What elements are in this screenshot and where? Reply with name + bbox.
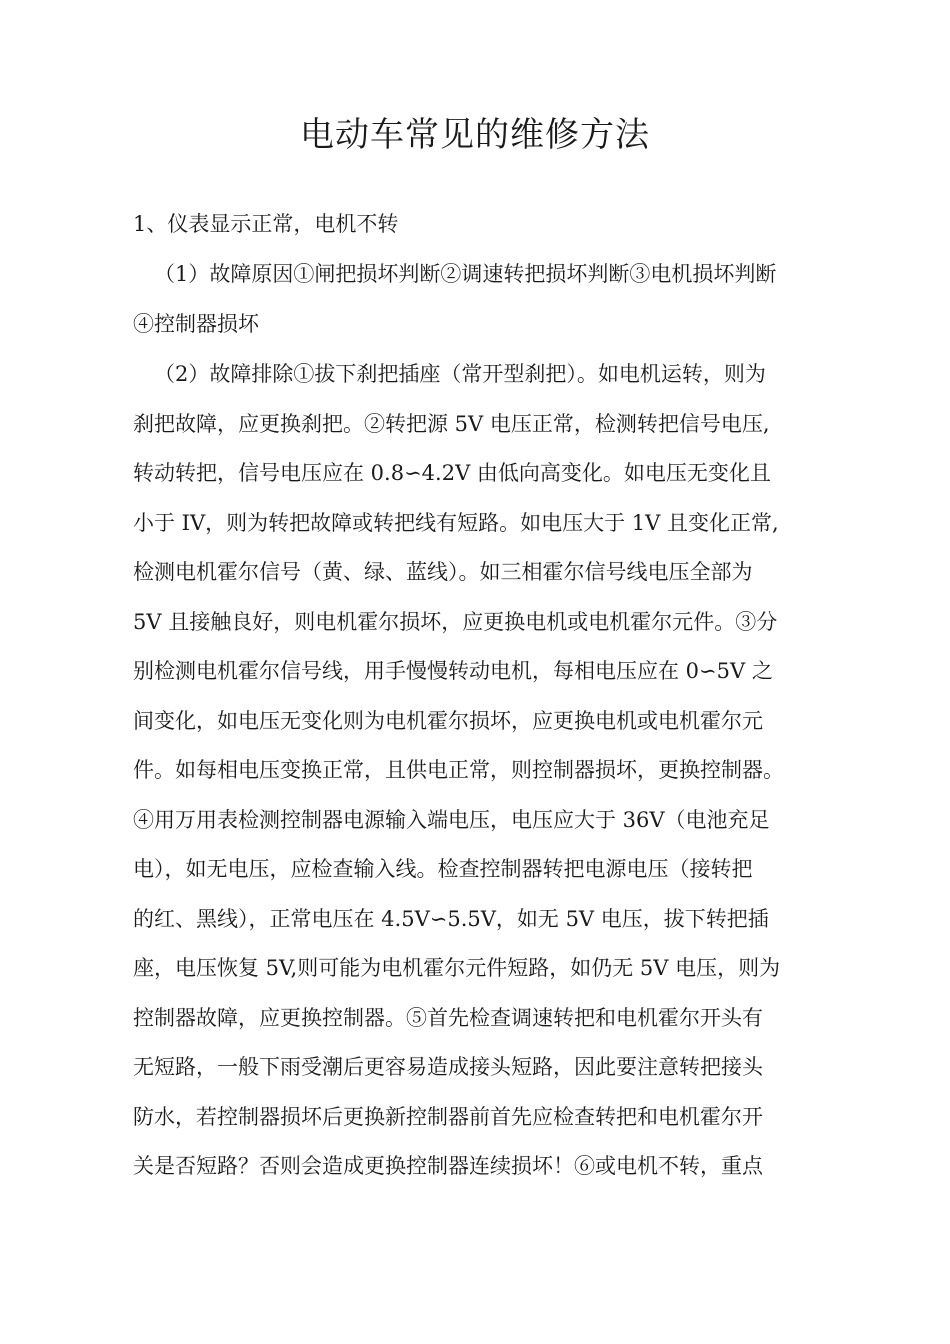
paragraph-line: （1）故障原因①闸把损坏判断②调速转把损坏判断③电机损坏判断: [154, 262, 777, 286]
paragraph-line: 小于 IV，则为转把故障或转把线有短路。如电压大于 1V 且变化正常,: [133, 510, 779, 535]
paragraph-line: 间变化，如电压无变化则为电机霍尔损坏，应更换电机或电机霍尔元: [133, 708, 763, 733]
paragraph-line: 别检测电机霍尔信号线，用手慢慢转动电机，每相电压应在 0∽5V 之: [133, 659, 773, 683]
paragraph-line: 电），如无电压，应检查输入线。检查控制器转把电源电压（接转把: [133, 857, 753, 881]
paragraph-line: ④用万用表检测控制器电源输入端电压，电压应大于 36V（电池充足: [133, 807, 770, 832]
paragraph-fault-causes: [133, 250, 833, 349]
paragraph-line: 控制器故障，应更换控制器。⑤首先检查调速转把和电机霍尔开头有: [133, 1005, 763, 1030]
paragraph-troubleshooting: [133, 350, 833, 1192]
paragraph-line: 刹把故障，应更换刹把。②转把源 5V 电压正常，检测转把信号电压,: [133, 411, 770, 436]
paragraph-line: 件。如每相电压变换正常，且供电正常，则控制器损坏，更换控制器。: [133, 758, 784, 782]
section-heading: 1、仪表显示正常，电机不转: [133, 212, 399, 236]
paragraph-line: （2）故障排除①拔下刹把插座（常开型刹把）。如电机运转，则为: [154, 362, 766, 386]
paragraph-line: 检测电机霍尔信号（黄、绿、蓝线）。如三相霍尔信号线电压全部为: [133, 560, 753, 584]
paragraph-line: 座，电压恢复 5V,则可能为电机霍尔元件短路，如仍无 5V 电压，则为: [133, 956, 781, 980]
paragraph-line: ④控制器损坏: [133, 311, 259, 336]
page-title: 电动车常见的维修方法: [300, 115, 650, 155]
paragraph-line: 5V 且接触良好，则电机霍尔损坏，应更换电机或电机霍尔元件。③分: [133, 609, 778, 634]
paragraph-line: 防水，若控制器损坏后更换新控制器前首先应检查转把和电机霍尔开: [133, 1104, 763, 1129]
paragraph-line: 的红、黑线），正常电压在 4.5V∽5.5V，如无 5V 电压，拔下转把插: [133, 906, 769, 931]
paragraph-line: 关是否短路？否则会造成更换控制器连续损坏！⑥或电机不转，重点: [133, 1154, 763, 1178]
paragraph-line: 无短路，一般下雨受潮后更容易造成接头短路，因此要注意转把接头: [133, 1055, 763, 1079]
paragraph-line: 转动转把，信号电压应在 0.8∽4.2V 由低向高变化。如电压无变化且: [133, 461, 771, 485]
